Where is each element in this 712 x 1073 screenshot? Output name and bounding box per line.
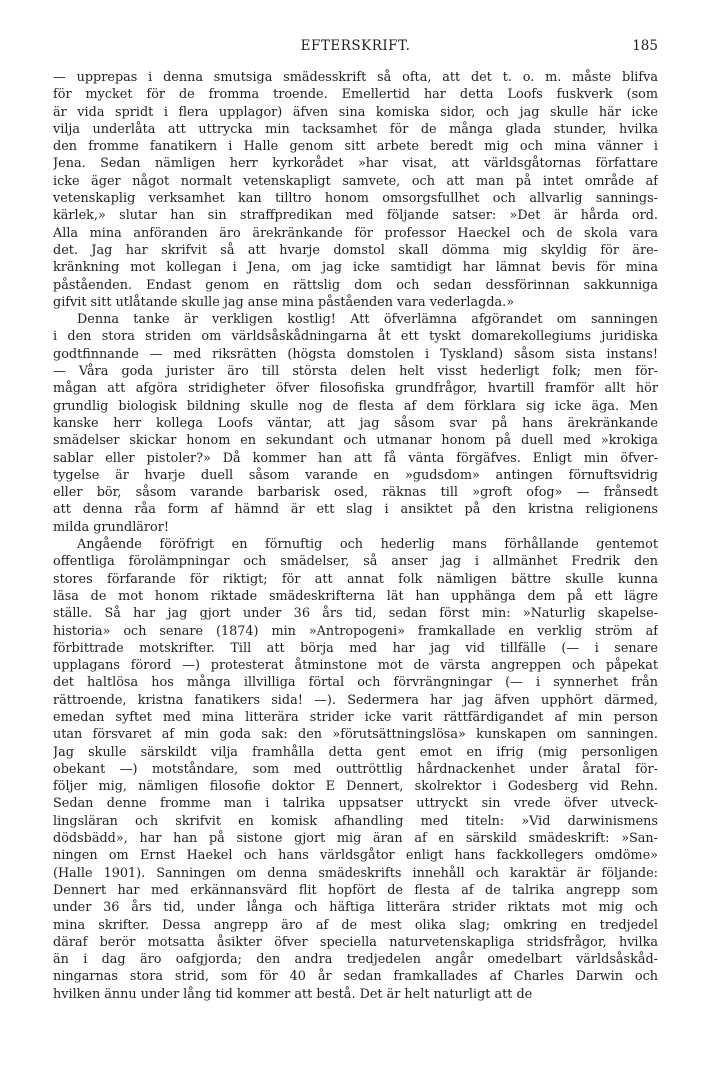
text-line: emedan syftet med mina litterära strider icke varit rättfärdigandet af min person xyxy=(53,709,658,725)
text-line: vetenskaplig verksamhet kan tilltro honom omsorgsfullhet och allvarlig sannings- xyxy=(53,191,658,207)
text-line: det. Jag har skrifvit så att hvarje domstol skall dömma mig skyldig för äre- xyxy=(53,242,658,258)
text-line: icke äger något normalt vetenskapligt samvete, och att man på intet område af xyxy=(53,173,658,189)
text-line: stores förfarande för riktigt; för att annat folk nämligen bättre skulle kunna xyxy=(53,571,658,587)
text-line: vilja underlåta att uttrycka min tacksamhet för de många glada stunder, hvilka xyxy=(53,121,658,137)
text-line: Jag skulle särskildt vilja framhålla detta gent emot en ifrig (mig personligen xyxy=(53,744,658,760)
text-line: i den stora striden om världsåskådningarna åt ett tyskt domarekollegiums juridiska xyxy=(53,329,658,345)
text-line: mina skrifter. Dessa angrepp äro af de mest olika slag; omkring en tredjedel xyxy=(53,917,658,933)
text-line: det haltlösa hos många illvilliga förtal och förvrängningar (— i synnerhet från xyxy=(53,675,658,691)
text-line: ningarnas stora strid, som för 40 år sedan framkallades af Charles Darwin och xyxy=(53,969,658,985)
text-line: den fromme fanatikern i Halle genom sitt arbete beredt mig och mina vänner i xyxy=(53,139,658,155)
text-line: obekant —) motståndare, som med outtröttlig hårdnackenhet under åratal för- xyxy=(53,761,658,777)
text-line: sablar eller pistoler?» Då kommer han att få vänta förgäfves. Enligt min öfver- xyxy=(53,450,658,466)
running-title: EFTERSKRIFT. xyxy=(300,38,411,54)
text-line: än i dag äro oafgjorda; den andra tredjedelen angår omedelbart världsåskåd- xyxy=(53,952,658,968)
text-line: påståenden. Endast genom en rättslig dom och sedan dessförinnan sakkunniga xyxy=(53,277,658,293)
text-line: — upprepas i denna smutsiga smädesskrift så ofta, att det t. o. m. måste blifva xyxy=(53,70,658,85)
page-number: 185 xyxy=(632,38,658,54)
text-line: är vida spridt i flera upplagor) äfven sina komiska sidor, och jag skulle här icke xyxy=(53,104,658,120)
text-line: Dennert har med erkännansvärd flit hopfört de flesta af de talrika angrepp som xyxy=(53,882,658,898)
text-line: tygelse är hvarje duell såsom varande en »gudsdom» antingen förnuftsvidrig xyxy=(53,467,658,483)
text-line: rättroende, kristna fanatikers sida! —). Sedermera har jag äfven upphört därmed, xyxy=(53,692,658,708)
text-line: Denna tanke är verkligen kostlig! Att öfverlämna afgörandet om sanningen xyxy=(77,312,658,328)
text-line: — Våra goda jurister äro till största delen helt visst hederligt folk; men för- xyxy=(53,364,658,380)
text-line: att denna råa form af hämnd är ett slag i ansiktet på den kristna religionens xyxy=(53,502,658,518)
text-line: ställe. Så har jag gjort under 36 års tid, sedan först min: »Naturlig skapelse- xyxy=(53,606,658,622)
text-line: däraf berör motsatta åsikter öfver speciella naturvetenskapliga stridsfrågor, hvilka xyxy=(53,934,658,950)
text-line: lingsläran och skrifvit en komisk afhandling med titeln: »Vid darwinismens xyxy=(53,813,658,829)
text-line: utan försvaret af min goda sak: den »förutsättningslösa» kunskapen om sanningen. xyxy=(53,727,658,743)
text-line: förbittrade motskrifter. Till att börja med har jag vid tillfälle (— i senare xyxy=(53,640,658,656)
text-line: gifvit sitt utlåtande skulle jag anse mina påståenden vara vederlagda.» xyxy=(53,294,515,310)
text-line: för mycket för de fromma troende. Emellertid har detta Loofs fuskverk (som xyxy=(53,87,658,103)
text-line: under 36 års tid, under långa och häftiga litterära strider riktats mot mig och xyxy=(53,900,658,916)
text-line: Jena. Sedan nämligen herr kyrkorådet »har visat, att världsgåtornas författare xyxy=(53,156,658,172)
text-line: dödsbädd», har han på sistone gjort mig äran af en särskild smädeskrift: »San- xyxy=(53,831,658,847)
text-line: grundlig biologisk bildning skulle nog de flesta af dem förklara sig icke äga. Men xyxy=(53,398,658,414)
text-line: Alla mina anföranden äro ärekränkande för professor Haeckel och de skola vara xyxy=(53,225,658,241)
body-text xyxy=(53,69,658,1003)
text-line: läsa de mot honom riktade smädeskrifterna lät han upphänga dem på ett lägre xyxy=(53,588,658,604)
text-line: upplagans förord —) protesterat åtminstone mot de värsta angreppen och påpekat xyxy=(53,658,658,674)
text-line: följer mig, nämligen filosofie doktor E Dennert, skolrektor i Godesberg vid Rehn. xyxy=(53,779,658,795)
page-header xyxy=(53,38,658,60)
book-page xyxy=(53,38,658,1003)
text-line: kanske herr kollega Loofs väntar, att jag såsom svar på hans ärekränkande xyxy=(53,415,658,431)
text-line: godtfinnande — med riksrätten (högsta domstolen i Tyskland) såsom sista instans! xyxy=(53,346,658,362)
text-line: milda grundläror! xyxy=(53,519,169,535)
text-line: hvilken ännu under lång tid kommer att bestå. Det är helt naturligt att de xyxy=(53,986,533,1002)
text-line: kränkning mot kollegan i Jena, om jag icke samtidigt har lämnat bevis för mina xyxy=(53,260,658,276)
text-line: ningen om Ernst Haekel och hans världsgåtor enligt hans fackkollegers omdöme» xyxy=(53,848,658,864)
text-line: eller bör, såsom varande barbarisk osed, räknas till »groft ofog» — frånsedt xyxy=(53,485,658,501)
text-line: smädelser skickar honom en sekundant och utmanar honom på duell med »krokiga xyxy=(53,433,658,449)
text-line: (Halle 1901). Sanningen om denna smädeskrifts innehåll och karaktär är följande: xyxy=(53,865,658,881)
text-line: Sedan denne fromme man i talrika uppsatser uttryckt sin vrede öfver utveck- xyxy=(53,796,658,812)
text-line: mågan att afgöra stridigheter öfver filosofiska grundfrågor, hvartill framför allt hör xyxy=(53,381,658,397)
text-line: kärlek,» slutar han sin straffpredikan med följande satser: »Det är hårda ord. xyxy=(53,208,658,224)
text-line: offentliga förolämpningar och smädelser, så anser jag i allmänhet Fredrik den xyxy=(53,554,658,570)
text-line: historia» och senare (1874) min »Antropogeni» framkallade en verklig ström af xyxy=(53,623,658,639)
text-line: Angående föröfrigt en förnuftig och hederlig mans förhållande gentemot xyxy=(77,537,658,553)
